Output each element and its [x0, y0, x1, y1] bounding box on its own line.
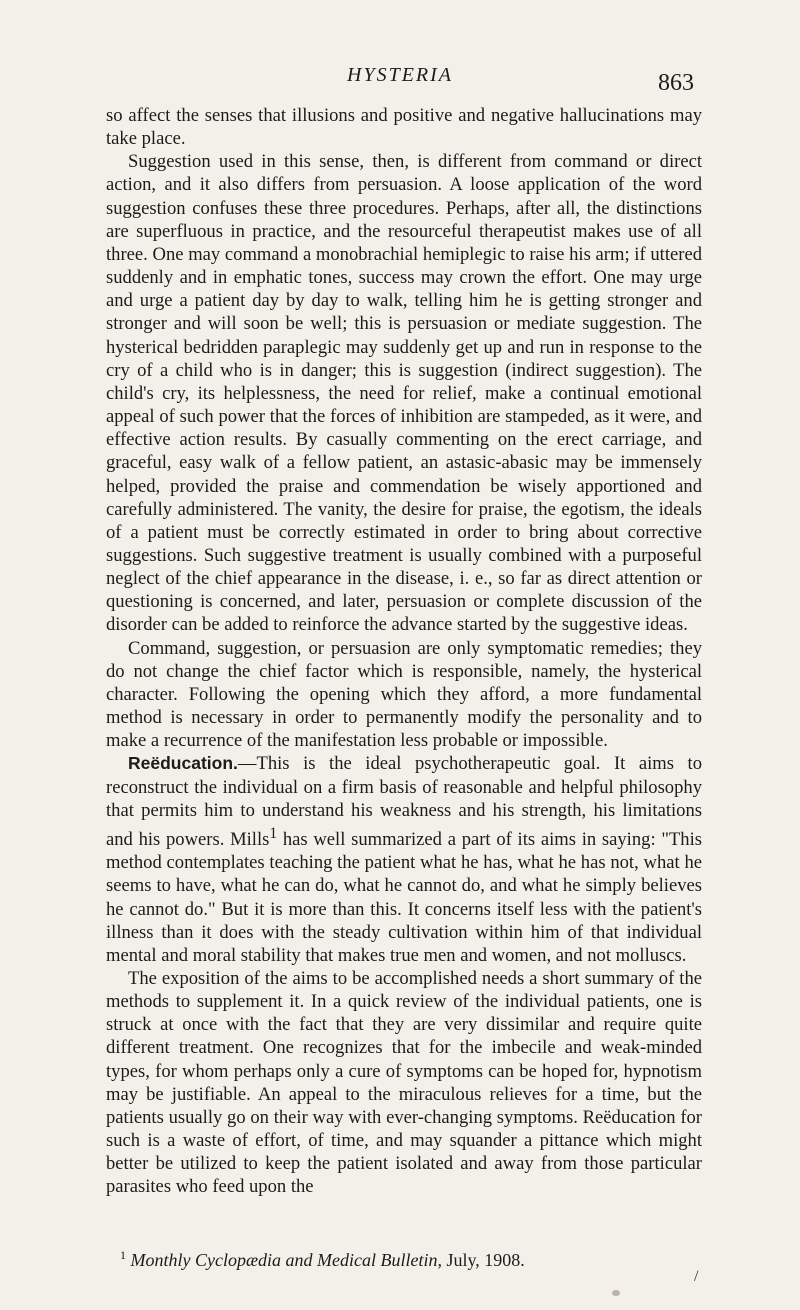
footnote — [120, 1244, 700, 1271]
body-text — [106, 104, 702, 1199]
ink-smudge — [612, 1290, 620, 1296]
footnote-marker: 1 — [120, 1248, 126, 1262]
footnote-date: July, 1908. — [441, 1250, 525, 1270]
section-heading-reeducation: Reëducation. — [128, 753, 238, 774]
reeducation-text-part2: has well summarized a part of its aims in saying: "This method contemplates teaching the patient what he has, what he has not, what he seems to have, what he can do, what he cannot do, and what he simply believes he cannot do." But it is more than this. It concerns itself less with the patient's illness than it does with the steady cultivation within him of that individual mental and moral stability that makes true men and women, and not molluscs. — [106, 829, 702, 966]
running-head — [0, 60, 800, 96]
paragraph-reeducation — [106, 752, 702, 967]
paragraph-continuation: so affect the senses that illusions and positive and negative hallucinations may take place. — [106, 105, 702, 150]
stray-mark: / — [694, 1268, 699, 1285]
reeducation-text-part1: —This is the ideal psychotherapeutic goal. It aims to reconstruct the individual on a firm basis of reasonable and helpful philosophy that permits him to understand his weakness and his strength, his limitations and his powers. Mills — [106, 753, 702, 851]
page-number: 863 — [658, 70, 694, 96]
footnote-reference: 1 — [269, 824, 278, 842]
paragraph-suggestion: Suggestion used in this sense, then, is different from command or direct action, and it also differs from persuasion. A loose application of the word suggestion confuses these three procedures. Perhaps, after all, the distinctions are superfluous in practice, and the resourceful therapeutist makes use of all three. One may command a monobrachial hemiplegic to raise his arm; if uttered suddenly and in emphatic tones, success may crown the effort. One may urge and urge a patient day by day to walk, telling him he is getting stronger and stronger and will soon be well; this is persuasion or mediate suggestion. The hysterical bedridden paraplegic may suddenly get up and run in response to the cry of a child who is in danger; this is suggestion (indirect suggestion). The child's cry, its helplessness, the need for relief, make a continual emotional appeal of such power that the forces of inhibition are stampeded, as it were, and effective action results. By casually commenting on the erect carriage, and graceful, easy walk of a fellow patient, an astasic-abasic may be immensely helped, provided the praise and commendation be wisely apportioned and carefully administered. The vanity, the desire for praise, the egotism, the ideals of a patient must be correctly estimated in order to bring about corrective suggestions. Such suggestive treatment is usually combined with a purposeful neglect of the chief appearance in the disease, i. e., so far as direct attention or questioning is concerned, and later, persuasion or complete discussion of the disorder can be added to reinforce the advance started by the suggestive ideas. — [106, 151, 702, 636]
footnote-source: Monthly Cyclopædia and Medical Bulletin, — [130, 1250, 442, 1270]
running-title: HYSTERIA — [347, 64, 453, 86]
paragraph-exposition: The exposition of the aims to be accomplished needs a short summary of the methods to supplement it. In a quick review of the individual patients, one is struck at once with the fact that they are very dissimilar and require quite different treatment. One recognizes that for the imbecile and weak-minded types, for whom perhaps only a cure of symptoms can be hoped for, hypnotism may be justifiable. An appeal to the miraculous relieves for a time, but the patients usually go on their way with ever-changing symptoms. Reëducation for such is a waste of effort, of time, and may squander a pittance which might better be utilized to keep the patient isolated and away from those particular parasites who feed upon the — [106, 967, 702, 1198]
paragraph-command: Command, suggestion, or persuasion are only symptomatic remedies; they do not change the chief factor which is responsible, namely, the hysterical character. Following the opening which they afford, a more fundamental method is necessary in order to permanently modify the personality and to make a recurrence of the manifestation less probable or impossible. — [106, 637, 702, 752]
